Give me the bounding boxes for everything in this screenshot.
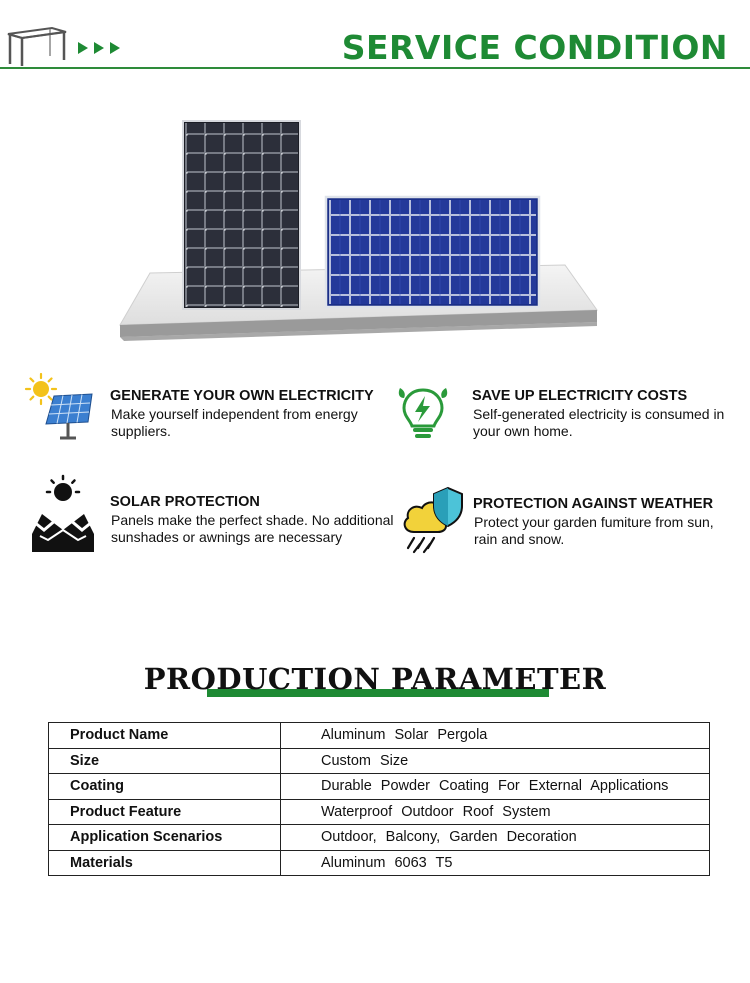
feature-title-generate: GENERATE YOUR OWN ELECTRICITY (110, 388, 374, 404)
feature-title-solar-protection: SOLAR PROTECTION (110, 494, 260, 510)
solar-panel-sun-icon (24, 372, 96, 442)
header-divider (0, 67, 750, 69)
triple-arrow-icon (78, 40, 124, 56)
feature-title-save: SAVE UP ELECTRICITY COSTS (472, 388, 688, 404)
parameter-table (48, 722, 710, 876)
table-row (49, 799, 710, 825)
table-row (49, 825, 710, 851)
parameter-title: PRODUCTION PARAMETER (143, 662, 607, 696)
param-value: Outdoor, Balcony, Garden Decoration (281, 825, 710, 851)
param-key: Application Scenarios (49, 825, 281, 851)
param-value: Aluminum 6063 T5 (281, 850, 710, 876)
solar-panels-image (110, 115, 610, 355)
param-key: Coating (49, 774, 281, 800)
param-value: Custom Size (281, 748, 710, 774)
table-row (49, 774, 710, 800)
param-key: Product Feature (49, 799, 281, 825)
table-row (49, 723, 710, 749)
table-row (49, 748, 710, 774)
feature-desc-solar-protection: Panels make the perfect shade. No additional sunshades or awnings are necessary (111, 512, 394, 545)
param-value: Durable Powder Coating For External Applications (281, 774, 710, 800)
pergola-icon (6, 26, 70, 66)
header-title: SERVICE CONDITION (341, 28, 728, 67)
param-key: Product Name (49, 723, 281, 749)
param-value: Aluminum Solar Pergola (281, 723, 710, 749)
feature-title-weather: PROTECTION AGAINST WEATHER (473, 496, 714, 512)
sun-shade-icon (28, 474, 98, 554)
param-value: Waterproof Outdoor Roof System (281, 799, 710, 825)
feature-desc-weather: Protect your garden fumiture from sun, rain and snow. (474, 514, 714, 547)
lightbulb-leaf-icon (398, 384, 448, 444)
feature-desc-save: Self-generated electricity is consumed in your own home. (473, 406, 725, 439)
cloud-shield-rain-icon (400, 486, 466, 554)
table-row (49, 850, 710, 876)
feature-desc-generate: Make yourself independent from energy suppliers. (111, 406, 358, 439)
param-key: Materials (49, 850, 281, 876)
param-key: Size (49, 748, 281, 774)
